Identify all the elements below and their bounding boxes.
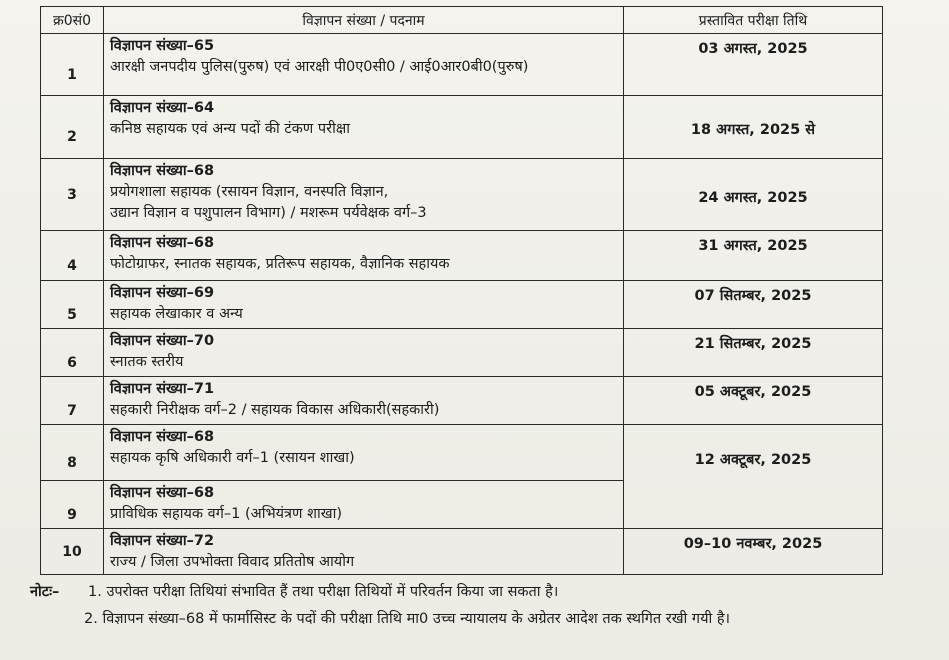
table-row [41,231,883,281]
post-name: उद्यान विज्ञान व पशुपालन विभाग) / मशरूम पर्यवेक्षक वर्ग–3 [110,205,427,221]
table-row [41,281,883,329]
notes-label: नोटः– [30,584,60,600]
advt-number: विज्ञापन संख्या–68 [110,163,215,179]
post-name: स्नातक स्तरीय [110,354,184,370]
row-serial: 7 [41,377,104,425]
advt-number: विज्ञापन संख्या–68 [110,235,215,251]
exam-schedule-table [40,6,883,575]
header-serial: क्र0सं0 [41,7,104,34]
exam-date: 31 अगस्त, 2025 [624,231,883,281]
row-post [104,96,624,159]
row-post [104,231,624,281]
post-name: प्रयोगशाला सहायक (रसायन विज्ञान, वनस्पति विज्ञान, [110,184,389,200]
header-post: विज्ञापन संख्या / पदनाम [104,7,624,34]
advt-number: विज्ञापन संख्या–64 [110,100,215,116]
row-post [104,281,624,329]
header-date: प्रस्तावित परीक्षा तिथि [624,7,883,34]
exam-date: 03 अगस्त, 2025 [624,34,883,96]
row-serial: 4 [41,231,104,281]
advt-number: विज्ञापन संख्या–69 [110,285,215,301]
row-serial: 6 [41,329,104,377]
row-serial: 3 [41,159,104,231]
post-name: सहायक लेखाकार व अन्य [110,306,243,322]
advt-number: विज्ञापन संख्या–68 [110,485,215,501]
exam-date: 12 अक्टूबर, 2025 [624,425,883,529]
row-post [104,34,624,96]
row-post [104,377,624,425]
advt-number: विज्ञापन संख्या–72 [110,533,215,549]
post-name: सहायक कृषि अधिकारी वर्ग–1 (रसायन शाखा) [110,450,355,466]
row-post [104,425,624,481]
post-name: कनिष्ठ सहायक एवं अन्य पदों की टंकण परीक्षा [110,121,350,137]
table-header-row [41,7,883,34]
row-post [104,529,624,575]
advt-number: विज्ञापन संख्या–71 [110,381,215,397]
notes-section [30,580,910,631]
table-row [41,96,883,159]
advt-number: विज्ञापन संख्या–70 [110,333,215,349]
row-serial: 8 [41,425,104,481]
post-name: आरक्षी जनपदीय पुलिस(पुरुष) एवं आरक्षी पी0ए0सी0 / आई0आर0बी0(पुरुष) [110,59,529,75]
row-serial: 10 [41,529,104,575]
table-row [41,159,883,231]
exam-date: 24 अगस्त, 2025 [624,159,883,231]
exam-date: 05 अक्टूबर, 2025 [624,377,883,425]
table-row [41,529,883,575]
exam-date: 18 अगस्त, 2025 से [624,96,883,159]
table-row [41,34,883,96]
advt-number: विज्ञापन संख्या–68 [110,429,215,445]
row-serial: 9 [41,481,104,529]
row-post [104,159,624,231]
post-name: फोटोग्राफर, स्नातक सहायक, प्रतिरूप सहायक, वैज्ञानिक सहायक [110,256,450,272]
post-name: सहकारी निरीक्षक वर्ग–2 / सहायक विकास अधिकारी(सहकारी) [110,402,440,418]
row-serial: 1 [41,34,104,96]
table-row [41,425,883,481]
table-row [41,329,883,377]
note-2: 2. विज्ञापन संख्या–68 में फार्मासिस्ट के पदों की परीक्षा तिथि मा0 उच्च न्यायालय के अग्रेतर आदेश तक स्थगित रखी गयी है। [84,611,731,627]
table-row [41,377,883,425]
row-serial: 5 [41,281,104,329]
row-post [104,481,624,529]
note-1: 1. उपरोक्त परीक्षा तिथियां संभावित हैं तथा परीक्षा तिथियों में परिवर्तन किया जा सकता है। [88,584,559,600]
exam-date: 07 सितम्बर, 2025 [624,281,883,329]
post-name: राज्य / जिला उपभोक्ता विवाद प्रतितोष आयोग [110,554,355,570]
advt-number: विज्ञापन संख्या–65 [110,38,215,54]
row-serial: 2 [41,96,104,159]
row-post [104,329,624,377]
post-name: प्राविधिक सहायक वर्ग–1 (अभियंत्रण शाखा) [110,506,343,522]
exam-date: 21 सितम्बर, 2025 [624,329,883,377]
exam-date: 09–10 नवम्बर, 2025 [624,529,883,575]
